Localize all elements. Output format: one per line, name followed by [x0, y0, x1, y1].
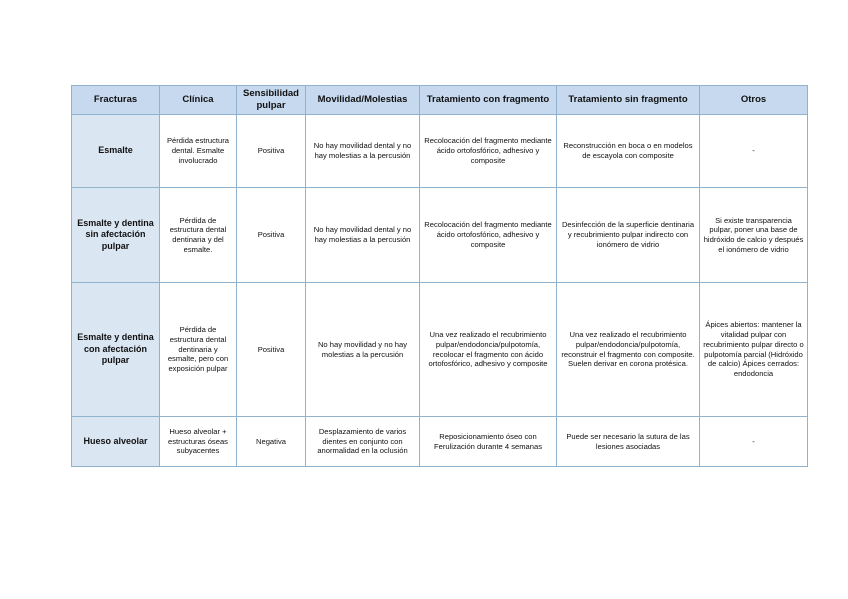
- table-row: [72, 115, 808, 188]
- cell-otros: Ápices abiertos: mantener la vitalidad pulpar con recubrimiento pulpar directo o pulpotomía parcial (Hidróxido de calcio) Ápices cerrados: endodoncia: [700, 283, 808, 417]
- cell-sensibilidad: Positiva: [237, 188, 306, 283]
- cell-otros: -: [700, 115, 808, 188]
- header-clinica: Clínica: [160, 86, 237, 115]
- cell-fractura: Esmalte: [72, 115, 160, 188]
- cell-movilidad: No hay movilidad dental y no hay molestias a la percusión: [306, 115, 420, 188]
- cell-movilidad: No hay movilidad dental y no hay molestias a la percusión: [306, 188, 420, 283]
- cell-fractura: Esmalte y dentina sin afectación pulpar: [72, 188, 160, 283]
- header-movilidad: Movilidad/Molestias: [306, 86, 420, 115]
- fracturas-table: [71, 85, 808, 467]
- cell-clinica: Pérdida estructura dental. Esmalte involucrado: [160, 115, 237, 188]
- cell-con-fragmento: Una vez realizado el recubrimiento pulpar/endodoncia/pulpotomía, recolocar el fragmento con ácido ortofosfórico, adhesivo y composite: [420, 283, 557, 417]
- header-con-fragmento: Tratamiento con fragmento: [420, 86, 557, 115]
- cell-sin-fragmento: Reconstrucción en boca o en modelos de escayola con composite: [557, 115, 700, 188]
- cell-fractura: Esmalte y dentina con afectación pulpar: [72, 283, 160, 417]
- cell-otros: -: [700, 417, 808, 467]
- cell-clinica: Pérdida de estructura dental dentinaria y del esmalte.: [160, 188, 237, 283]
- table-row: [72, 283, 808, 417]
- cell-sin-fragmento: Puede ser necesario la sutura de las lesiones asociadas: [557, 417, 700, 467]
- cell-sin-fragmento: Una vez realizado el recubrimiento pulpar/endodoncia/pulpotomía, reconstruir el fragmento con composite. Suelen derivar en corona protésica.: [557, 283, 700, 417]
- cell-movilidad: Desplazamiento de varios dientes en conjunto con anormalidad en la oclusión: [306, 417, 420, 467]
- cell-clinica: Hueso alveolar + estructuras óseas subyacentes: [160, 417, 237, 467]
- header-otros: Otros: [700, 86, 808, 115]
- cell-con-fragmento: Recolocación del fragmento mediante ácido ortofosfórico, adhesivo y composite: [420, 115, 557, 188]
- cell-sensibilidad: Negativa: [237, 417, 306, 467]
- table-row: [72, 417, 808, 467]
- table-row: [72, 188, 808, 283]
- cell-con-fragmento: Reposicionamiento óseo con Ferulización durante 4 semanas: [420, 417, 557, 467]
- cell-fractura: Hueso alveolar: [72, 417, 160, 467]
- cell-otros: Si existe transparencia pulpar, poner una base de hidróxido de calcio y después el ionómero de vidrio: [700, 188, 808, 283]
- cell-sin-fragmento: Desinfección de la superficie dentinaria y recubrimiento pulpar indirecto con ionómero de vidrio: [557, 188, 700, 283]
- header-sensibilidad: Sensibilidad pulpar: [237, 86, 306, 115]
- cell-clinica: Pérdida de estructura dental dentinaria y esmalte, pero con exposición pulpar: [160, 283, 237, 417]
- header-sin-fragmento: Tratamiento sin fragmento: [557, 86, 700, 115]
- cell-movilidad: No hay movilidad y no hay molestias a la percusión: [306, 283, 420, 417]
- header-fracturas: Fracturas: [72, 86, 160, 115]
- header-row: [72, 86, 808, 115]
- cell-sensibilidad: Positiva: [237, 115, 306, 188]
- cell-con-fragmento: Recolocación del fragmento mediante ácido ortofosfórico, adhesivo y composite: [420, 188, 557, 283]
- cell-sensibilidad: Positiva: [237, 283, 306, 417]
